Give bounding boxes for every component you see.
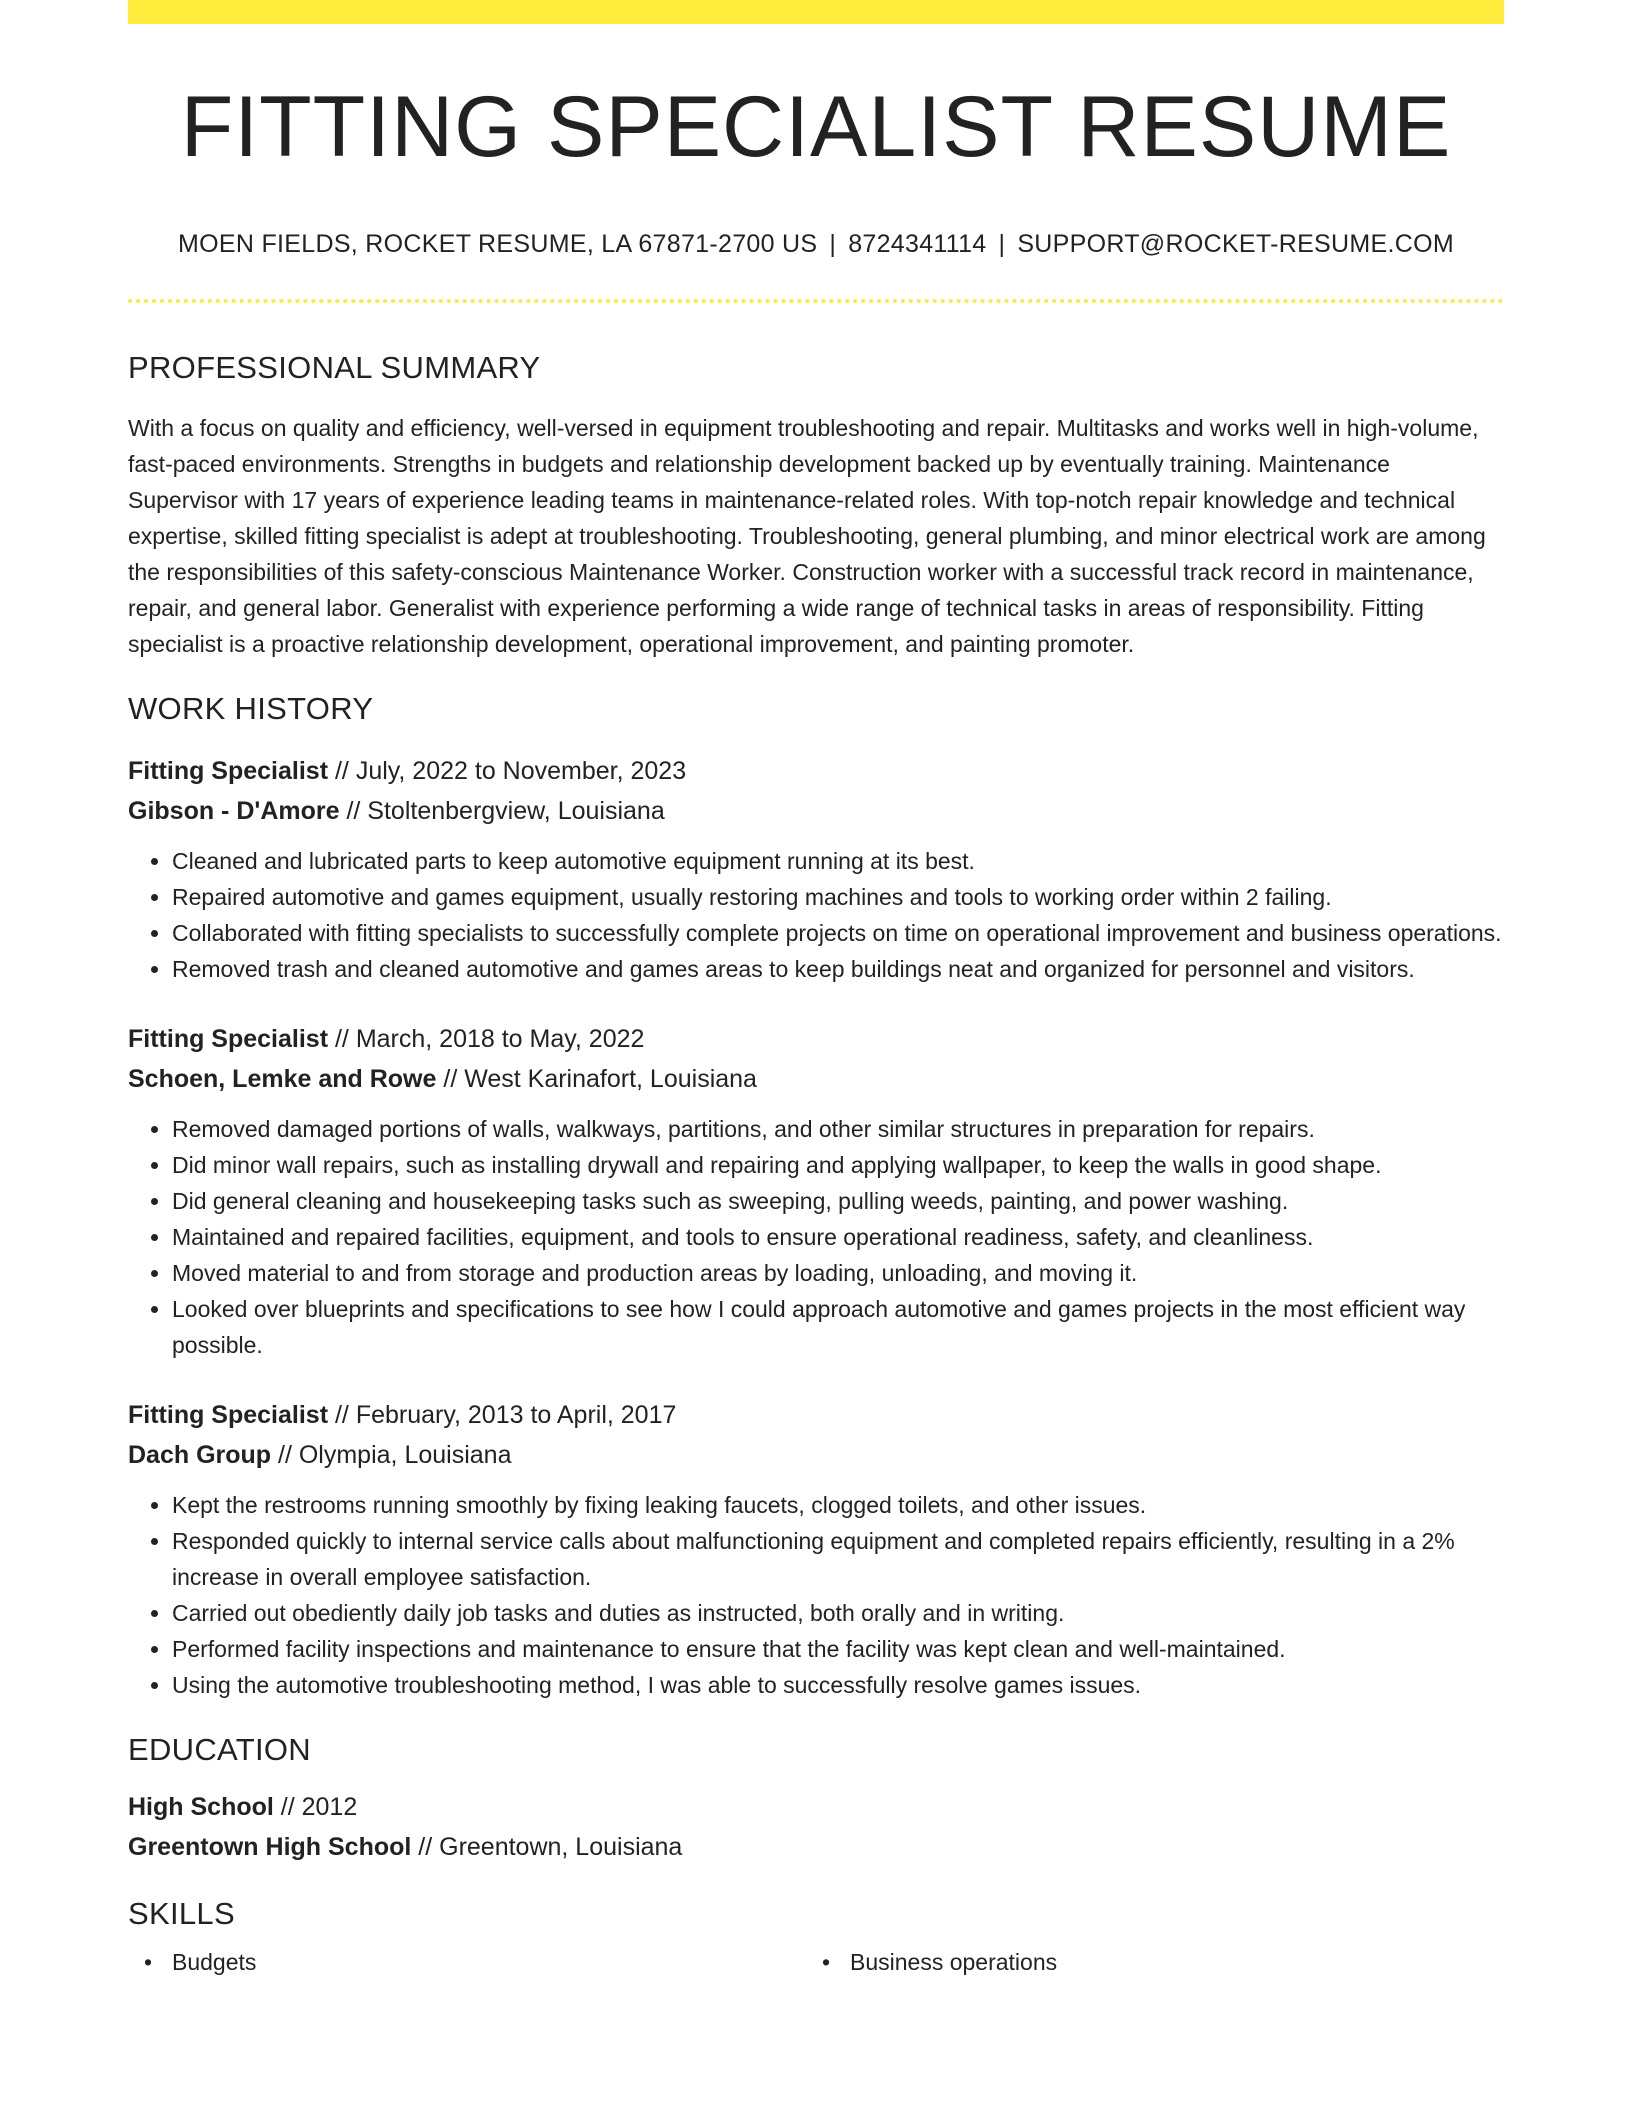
job-bullet: • Maintained and repaired facilities, equipment, and tools to ensure operational readiness, safety, and cleanliness. bbox=[172, 1219, 1504, 1255]
work-history-section bbox=[128, 690, 1504, 1703]
job-company-line bbox=[128, 1059, 1504, 1099]
job-title: Fitting Specialist bbox=[128, 1025, 329, 1054]
contact-separator: | bbox=[829, 230, 837, 258]
summary-section bbox=[128, 349, 1504, 662]
job-bullet: • Removed trash and cleaned automotive and games areas to keep buildings neat and organized for personnel and visitors. bbox=[172, 951, 1504, 987]
job-dates: // February, 2013 to April, 2017 bbox=[328, 1401, 677, 1430]
job-company-line bbox=[128, 1435, 1504, 1475]
job-company: Dach Group bbox=[128, 1441, 272, 1470]
section-heading: PROFESSIONAL SUMMARY bbox=[128, 350, 541, 385]
skills-section bbox=[128, 1895, 1504, 1980]
job-company: Schoen, Lemke and Rowe bbox=[128, 1065, 437, 1094]
job-bullet: • Looked over blueprints and specifications to see how I could approach automotive and games projects in the most efficient way possible. bbox=[172, 1291, 1504, 1363]
job-bullet: • Using the automotive troubleshooting method, I was able to successfully resolve games issues. bbox=[172, 1667, 1504, 1703]
job-location: // Stoltenbergview, Louisiana bbox=[339, 797, 665, 826]
job-bullet: • Did minor wall repairs, such as installing drywall and repairing and applying wallpaper, to keep the walls in good shape. bbox=[172, 1147, 1504, 1183]
job-company: Gibson - D'Amore bbox=[128, 797, 340, 826]
skills-list bbox=[128, 1944, 1504, 1980]
job-bullet: • Responded quickly to internal service calls about malfunctioning equipment and completed repairs efficiently, resulting in a 2% increase in overall employee satisfaction. bbox=[172, 1523, 1504, 1595]
job-location: // Olympia, Louisiana bbox=[271, 1441, 512, 1470]
job-bullet: • Did general cleaning and housekeeping tasks such as sweeping, pulling weeds, painting, and power washing. bbox=[172, 1183, 1504, 1219]
job-dates: // July, 2022 to November, 2023 bbox=[328, 757, 687, 786]
resume-title: FITTING SPECIALIST RESUME bbox=[180, 79, 1452, 175]
job-bullet: • Moved material to and from storage and production areas by loading, unloading, and moving it. bbox=[172, 1255, 1504, 1291]
education-section bbox=[128, 1731, 1504, 1866]
education-degree-line bbox=[128, 1787, 1504, 1827]
job-bullet: • Collaborated with fitting specialists to successfully complete projects on time on operational improvement and business operations. bbox=[172, 915, 1504, 951]
contact-line bbox=[128, 230, 1504, 259]
job-title-line bbox=[128, 1019, 1504, 1059]
education-location: // Greentown, Louisiana bbox=[411, 1832, 683, 1861]
section-heading: SKILLS bbox=[128, 1895, 235, 1931]
job-bullets bbox=[128, 1487, 1504, 1703]
contact-address: MOEN FIELDS, ROCKET RESUME, LA 67871-2700 US bbox=[178, 230, 818, 258]
job-bullet: • Repaired automotive and games equipment, usually restoring machines and tools to working order within 2 failing. bbox=[172, 879, 1504, 915]
job-location: // West Karinafort, Louisiana bbox=[436, 1065, 757, 1094]
job-bullets bbox=[128, 1111, 1504, 1363]
job-entry bbox=[128, 1395, 1504, 1703]
resume-page bbox=[128, 0, 1504, 1980]
accent-bar bbox=[128, 0, 1504, 24]
job-title-line bbox=[128, 751, 1504, 791]
job-title-line bbox=[128, 1395, 1504, 1435]
job-entry bbox=[128, 1019, 1504, 1363]
job-bullet: • Carried out obediently daily job tasks and duties as instructed, both orally and in writing. bbox=[172, 1595, 1504, 1631]
job-bullet: • Kept the restrooms running smoothly by fixing leaking faucets, clogged toilets, and other issues. bbox=[172, 1487, 1504, 1523]
job-title: Fitting Specialist bbox=[128, 757, 329, 786]
job-bullets bbox=[128, 843, 1504, 987]
job-bullet: • Performed facility inspections and maintenance to ensure that the facility was kept clean and well-maintained. bbox=[172, 1631, 1504, 1667]
contact-phone: 8724341114 bbox=[848, 230, 987, 258]
section-heading: EDUCATION bbox=[128, 1732, 311, 1768]
education-school-line bbox=[128, 1827, 1504, 1867]
skill-item: • Budgets bbox=[128, 1944, 806, 1980]
summary-text: With a focus on quality and efficiency, well-versed in equipment troubleshooting and repair. Multitasks and works well in high-volume, fast-paced environments. Strengths in budgets and relationship development backed up by eventually training. Maintenance Supervisor with 17 years of experience leading teams in maintenance-related roles. With top-notch repair knowledge and technical expertise, skilled fitting specialist is adept at troubleshooting. Troubleshooting, general plumbing, and minor electrical work are among the responsibilities of this safety-conscious Maintenance Worker. Construction worker with a successful track record in maintenance, repair, and general labor. Generalist with experience performing a wide range of technical tasks in areas of responsibility. Fitting specialist is a proactive relationship development, operational improvement, and painting promoter. bbox=[128, 415, 1486, 658]
job-title: Fitting Specialist bbox=[128, 1401, 329, 1430]
education-degree: High School bbox=[128, 1792, 274, 1821]
contact-email: SUPPORT@ROCKET-RESUME.COM bbox=[1017, 230, 1454, 258]
job-entry bbox=[128, 751, 1504, 987]
education-school: Greentown High School bbox=[128, 1832, 412, 1861]
education-year: // 2012 bbox=[273, 1792, 358, 1821]
job-bullet: • Cleaned and lubricated parts to keep automotive equipment running at its best. bbox=[172, 843, 1504, 879]
dotted-divider bbox=[128, 299, 1504, 303]
skill-item: • Business operations bbox=[806, 1944, 1484, 1980]
job-bullet: • Removed damaged portions of walls, walkways, partitions, and other similar structures in preparation for repairs. bbox=[172, 1111, 1504, 1147]
contact-separator: | bbox=[998, 230, 1006, 258]
job-company-line bbox=[128, 791, 1504, 831]
section-heading: WORK HISTORY bbox=[128, 691, 374, 727]
job-dates: // March, 2018 to May, 2022 bbox=[328, 1025, 645, 1054]
